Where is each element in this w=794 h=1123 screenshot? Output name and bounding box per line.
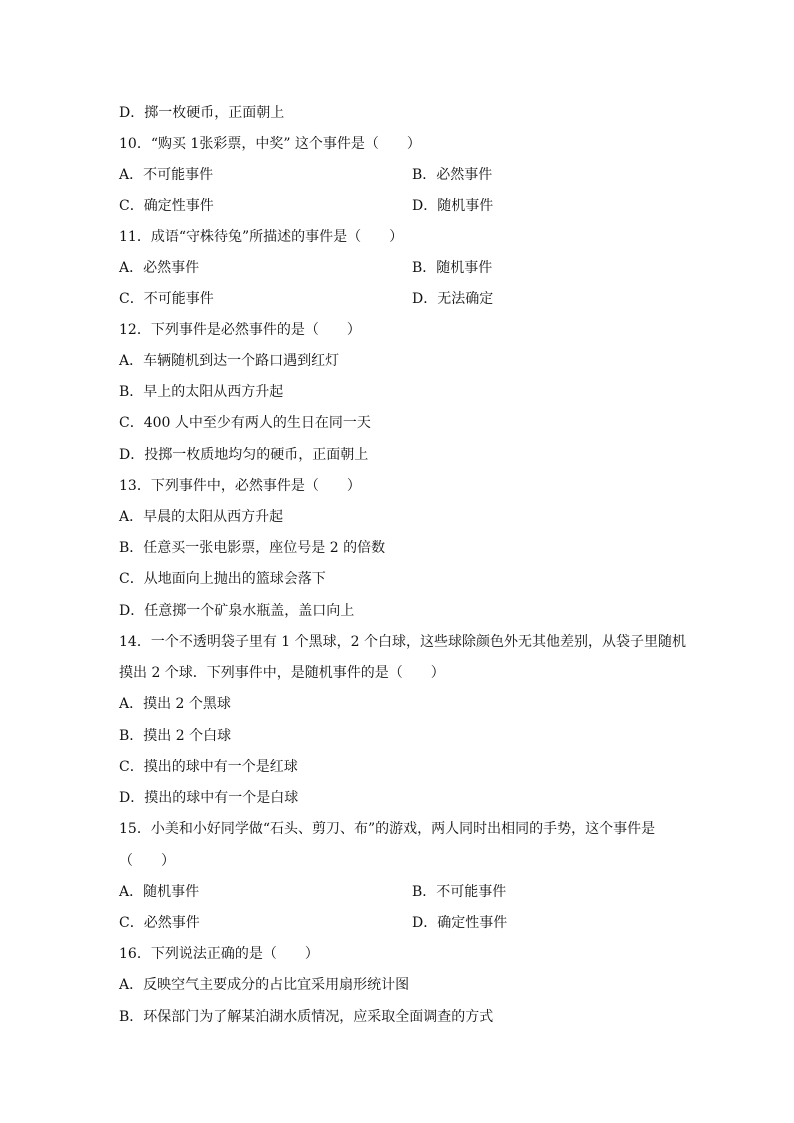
q11-option-c: C．不可能事件 — [119, 291, 214, 307]
q15-option-c: C．必然事件 — [119, 915, 200, 931]
q13-option-b: B．任意买一张电影票，座位号是 2 的倍数 — [119, 540, 386, 556]
q16-option-b: B．环保部门为了解某泊湖水质情况，应采取全面调查的方式 — [119, 1009, 494, 1025]
q10-stem: 10．“购买 1张彩票，中奖” 这个事件是（ ） — [119, 136, 421, 152]
q15-option-a: A．随机事件 — [119, 884, 200, 900]
q13-stem: 13．下列事件中，必然事件是（ ） — [119, 478, 361, 494]
q10-option-d: D．随机事件 — [412, 198, 494, 214]
q16-option-a: A．反映空气主要成分的占比宜采用扇形统计图 — [119, 977, 410, 993]
q15-option-d: D．确定性事件 — [412, 915, 508, 931]
q13-option-c: C．从地面向上抛出的篮球会落下 — [119, 571, 326, 587]
q12-option-a: A．车辆随机到达一个路口遇到红灯 — [119, 353, 340, 369]
q12-option-d: D．投掷一枚质地均匀的硬币，正面朝上 — [119, 447, 369, 463]
q9-option-d: D．掷一枚硬币，正面朝上 — [119, 105, 285, 121]
q14-stem-line2: 摸出 2 个球．下列事件中，是随机事件的是（ ） — [119, 665, 445, 681]
q11-option-b: B．随机事件 — [412, 260, 493, 276]
q12-option-c: C．400 人中至少有两人的生日在同一天 — [119, 415, 371, 431]
q15-stem-line1: 15．小美和小好同学做“石头、剪刀、布”的游戏，两人同时出相同的手势，这个事件是 — [119, 821, 656, 837]
q11-option-a: A．必然事件 — [119, 260, 200, 276]
q14-option-a: A．摸出 2 个黑球 — [119, 696, 231, 712]
q15-stem-line2: （ ） — [119, 853, 175, 869]
q15-option-b: B．不可能事件 — [412, 884, 507, 900]
q14-stem-line1: 14．一个不透明袋子里有 1 个黑球，2 个白球，这些球除颜色外无其他差别，从袋子里随机 — [119, 634, 686, 650]
q11-stem: 11．成语“守株待兔”所描述的事件是（ ） — [119, 229, 404, 245]
q10-option-c: C．确定性事件 — [119, 198, 214, 214]
q10-option-b: B．必然事件 — [412, 167, 493, 183]
q12-stem: 12．下列事件是必然事件的是（ ） — [119, 322, 361, 338]
q13-option-d: D．任意掷一个矿泉水瓶盖，盖口向上 — [119, 603, 355, 619]
q14-option-d: D．摸出的球中有一个是白球 — [119, 790, 299, 806]
q11-option-d: D．无法确定 — [412, 291, 494, 307]
q10-option-a: A．不可能事件 — [119, 167, 214, 183]
q13-option-a: A．早晨的太阳从西方升起 — [119, 509, 284, 525]
q14-option-b: B．摸出 2 个白球 — [119, 728, 232, 744]
q12-option-b: B．早上的太阳从西方升起 — [119, 384, 284, 400]
q14-option-c: C．摸出的球中有一个是红球 — [119, 759, 298, 775]
q16-stem: 16．下列说法正确的是（ ） — [119, 946, 319, 962]
